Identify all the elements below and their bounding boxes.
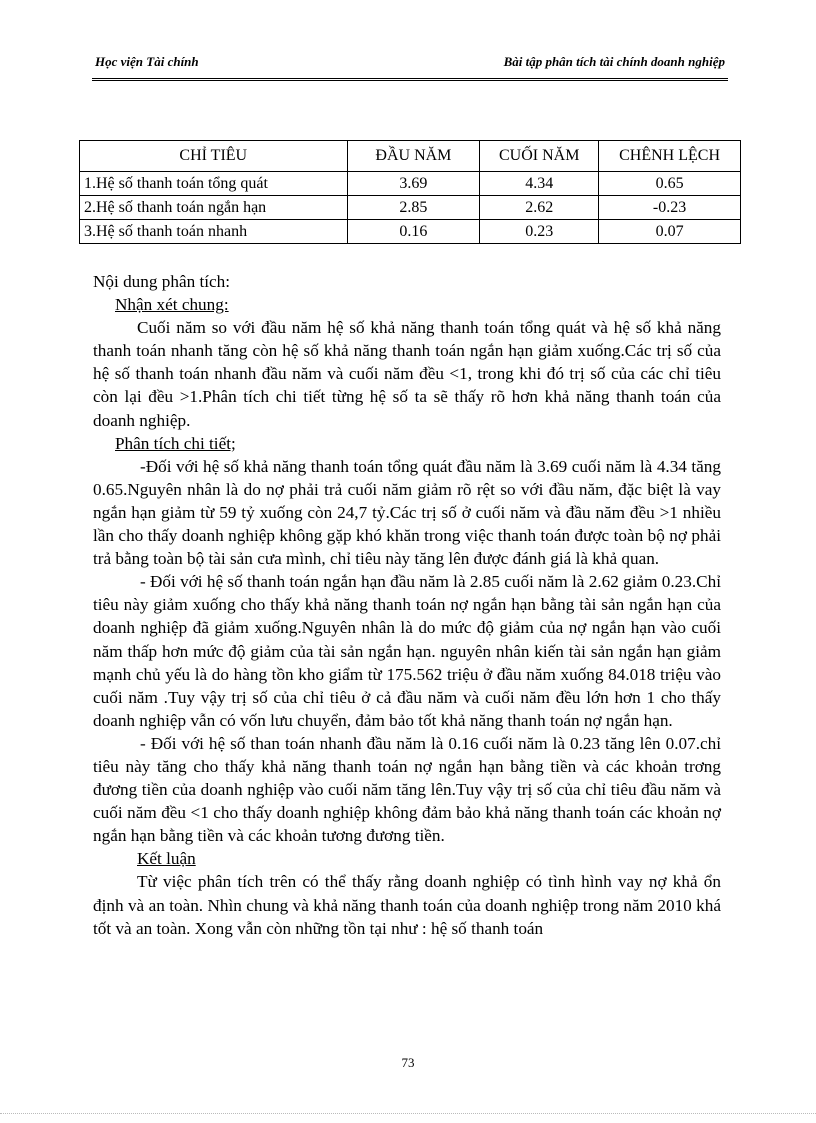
table-cell: 0.16 bbox=[347, 220, 480, 244]
page-header bbox=[95, 54, 725, 76]
table-row bbox=[80, 220, 741, 244]
analysis-title: Nội dung phân tích: bbox=[93, 272, 231, 291]
table-cell: 4.34 bbox=[480, 172, 599, 196]
page-number: 73 bbox=[401, 1055, 415, 1070]
table-cell: 2.62 bbox=[480, 196, 599, 220]
conclusion-heading: Kết luận bbox=[137, 849, 196, 869]
column-header: CHỈ TIÊU bbox=[80, 141, 348, 172]
footer-divider bbox=[0, 1113, 816, 1114]
detail-analysis-heading: Phân tích chi tiết; bbox=[115, 433, 236, 453]
header-institution: Học viện Tài chính bbox=[95, 54, 199, 69]
table-cell: 3.Hệ số thanh toán nhanh bbox=[80, 220, 348, 244]
table-header-row bbox=[80, 141, 741, 172]
table-cell: 0.07 bbox=[599, 220, 741, 244]
table-cell: 2.85 bbox=[347, 196, 480, 220]
table-cell: 3.69 bbox=[347, 172, 480, 196]
header-document-title: Bài tập phân tích tài chính doanh nghiệp bbox=[503, 54, 725, 69]
column-header: CHÊNH LỆCH bbox=[599, 141, 741, 172]
header-divider bbox=[92, 78, 728, 81]
liquidity-ratio-table bbox=[79, 140, 741, 244]
column-header: CUỐI NĂM bbox=[480, 141, 599, 172]
detail-paragraph: -Đối với hệ số khả năng thanh toán tổng quát đầu năm là 3.69 cuối năm là 4.34 tăng 0.65.Nguyên nhân là do nợ phải trả cuối năm giảm rõ rệt so với đầu năm, đặc biệt là vay ngắn hạn giảm từ 59 tỷ xuống còn 24,7 tỷ.Các trị số ở cuối năm và đầu năm đều >1 nhiều lần cho thấy doanh nghiệp không gặp khó khăn trong việc thanh toán được toàn bộ nợ phải trả bằng toàn bộ tài sản cưa mình, chỉ tiêu này tăng lên được đánh giá là khả quan. bbox=[93, 456, 721, 569]
table-cell: -0.23 bbox=[599, 196, 741, 220]
column-header: ĐẦU NĂM bbox=[347, 141, 480, 172]
general-comment-text: Cuối năm so với đầu năm hệ số khả năng thanh toán tổng quát và hệ số khả năng thanh toán nhanh tăng còn hệ số khả năng thanh toán ngắn hạn giảm xuống.Các trị số của hệ số thanh toán nhanh đầu năm và cuối năm đều <1, trong khi đó trị số của các chỉ tiêu còn lại đều >1.Phân tích chi tiết từng hệ số ta sẽ thấy rõ hơn khả năng thanh toán của doanh nghiệp. bbox=[93, 318, 721, 430]
table-row bbox=[80, 172, 741, 196]
table-cell: 0.65 bbox=[599, 172, 741, 196]
detail-paragraph: - Đối với hệ số than toán nhanh đầu năm là 0.16 cuối năm là 0.23 tăng lên 0.07.chỉ tiêu này tăng cho thấy khả năng thanh toán nợ ngắn hạn bằng tiền và các khoản trơng đương tiền của doanh nghiệp vào cuối năm tăng lên.Tuy vậy trị số của chỉ tiêu đầu năm và cuối năm đều <1 cho thấy doanh nghiệp không đảm bảo khả năng thanh toán các khoản nợ ngắn hạn bằng tiền và các khoản tương đương tiền. bbox=[93, 733, 721, 846]
conclusion-text: Từ việc phân tích trên có thể thấy rằng doanh nghiệp có tình hình vay nợ khả ổn định và an toàn. Nhìn chung và khả năng thanh toán của doanh nghiệp trong năm 2010 khá tốt và an toàn. Xong vẫn còn những tồn tại như : hệ số thanh toán bbox=[93, 872, 721, 938]
table-cell: 2.Hệ số thanh toán ngắn hạn bbox=[80, 196, 348, 220]
general-comment-heading: Nhận xét chung: bbox=[115, 295, 229, 315]
table-row bbox=[80, 196, 741, 220]
table-cell: 0.23 bbox=[480, 220, 599, 244]
analysis-content bbox=[93, 270, 721, 940]
table-cell: 1.Hệ số thanh toán tổng quát bbox=[80, 172, 348, 196]
detail-paragraph: - Đối với hệ số thanh toán ngắn hạn đầu năm là 2.85 cuối năm là 2.62 giảm 0.23.Chỉ tiêu này giảm xuống cho thấy khả năng thanh toán nợ ngắn hạn bằng tài sản ngắn hạn của doanh nghiệp đã giảm xuống.Nguyên nhân là do mức độ giảm của nợ ngắn hạn vào cuối năm thấp hơn mức độ giảm của tài sản ngắn hạn. nguyên nhân kiến tài sản ngắn hạn giảm mạnh chủ yếu là do hàng tồn kho giẩm từ 175.562 triệu ở đầu năm xuống 84.018 triệu vào cuối năm .Tuy vậy trị số của chỉ tiêu ở cả đầu năm và cuối năm đều lớn hơn 1 cho thấy doanh nghiệp vẫn có vốn lưu chuyển, đảm bảo tốt khả năng thanh toán nợ ngắn hạn. bbox=[93, 572, 721, 730]
